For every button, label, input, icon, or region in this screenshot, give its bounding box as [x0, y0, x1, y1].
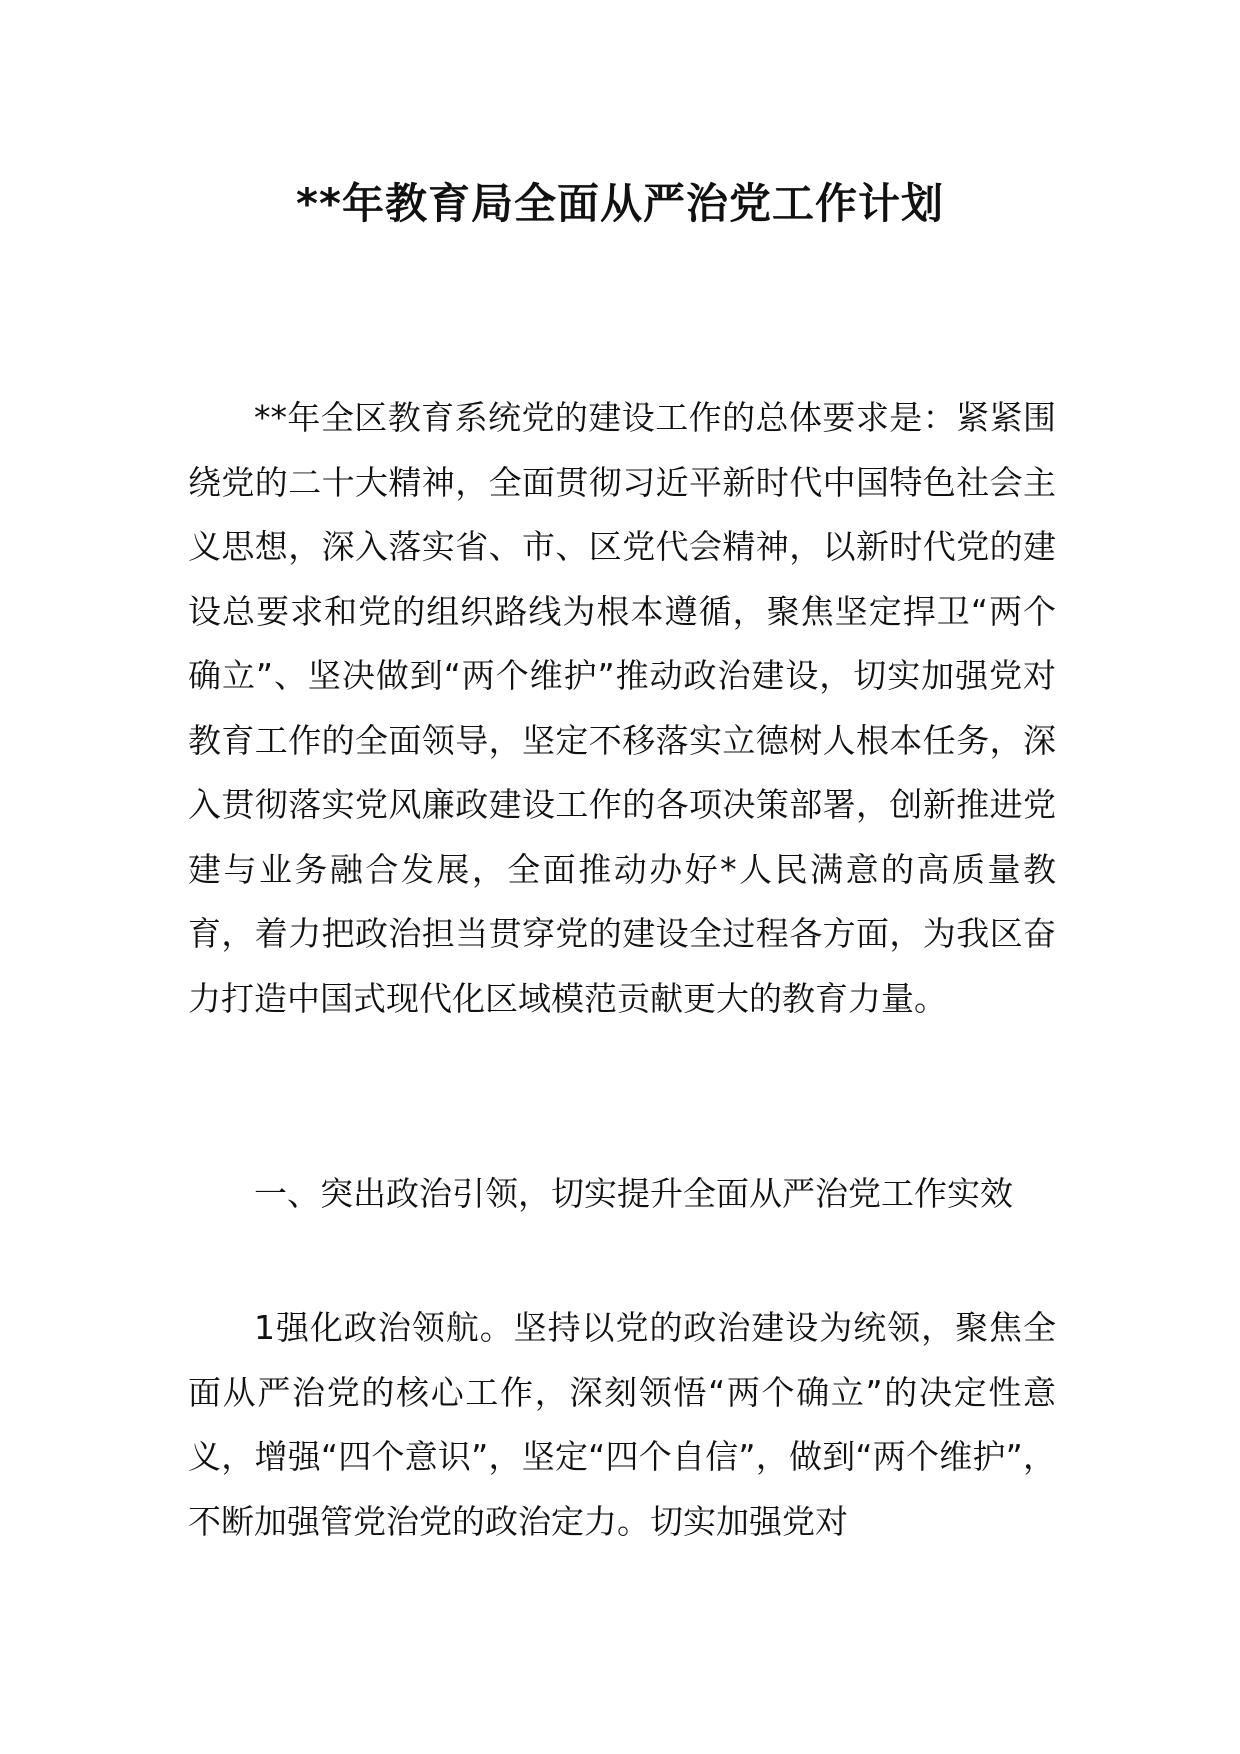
- section-1-paragraph-1: 1强化政治领航。坚持以党的政治建设为统领，聚焦全面从严治党的核心工作，深刻领悟“两个确立”的决定性意义，增强“四个意识”，坚定“四个自信”，做到“两个维护”，不断加强管党治党的政治定力。切实加强党对: [188, 1308, 1056, 1541]
- intro-paragraph: **年全区教育系统党的建设工作的总体要求是：紧紧围绕党的二十大精神，全面贯彻习近平新时代中国特色社会主义思想，深入落实省、市、区党代会精神，以新时代党的建设总要求和党的组织路线为根本遵循，聚焦坚定捍卫“两个确立”、坚决做到“两个维护”推动政治建设，切实加强党对教育工作的全面领导，坚定不移落实立德树人根本任务，深入贯彻落实党风廉政建设工作的各项决策部署，创新推进党建与业务融合发展，全面推动办好*人民满意的高质量教育，着力把政治担当贯穿党的建设全过程各方面，为我区奋力打造中国式现代化区域模范贡献更大的教育力量。: [188, 398, 1056, 1018]
- document-title: **年教育局全面从严治党工作计划: [296, 179, 944, 228]
- section-heading-1: 一、突出政治引领，切实提升全面从严治党工作实效: [254, 1174, 1013, 1213]
